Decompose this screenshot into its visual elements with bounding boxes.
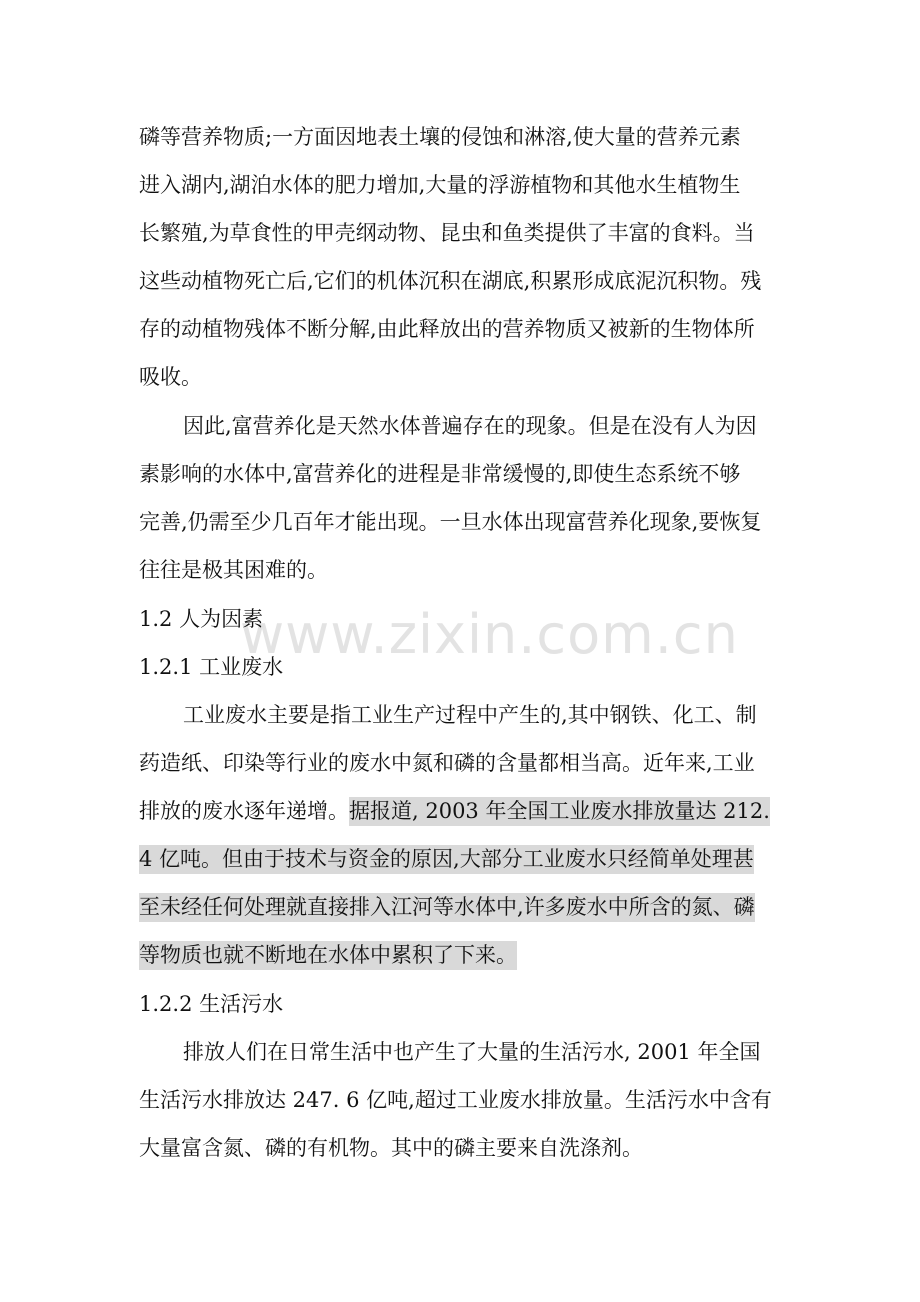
paragraph-line: 排放人们在日常生活中也产生了大量的生活污水, 2001 年全国 [183,1040,761,1064]
paragraph-line: 往往是极其困难的。 [139,558,328,582]
section-heading: 1.2 人为因素 [139,607,264,631]
paragraph-line: 长繁殖,为草食性的甲壳纲动物、昆虫和鱼类提供了丰富的食料。当 [139,221,755,245]
highlighted-text: 4 亿吨。但由于技术与资金的原因,大部分工业废水只经简单处理甚 [139,845,754,874]
watermark: www.zixin.com.cn [240,603,739,666]
paragraph-line [139,942,517,969]
plain-text: 排放的废水逐年递增。 [139,799,349,823]
highlighted-text: 至未经任何处理就直接排入江河等水体中,许多废水中所含的氮、磷 [139,893,755,922]
paragraph-line [139,894,755,921]
paragraph-line: 这些动植物死亡后,它们的机体沉积在湖底,积累形成底泥沉积物。残 [139,269,762,293]
paragraph-line [139,846,754,873]
paragraph-line: 工业废水主要是指工业生产过程中产生的,其中钢铁、化工、制 [183,703,757,727]
paragraph-line: 存的动植物残体不断分解,由此释放出的营养物质又被新的生物体所 [139,317,755,341]
highlighted-text: 等物质也就不断地在水体中累积了下来。 [139,941,517,970]
paragraph-line: 药造纸、印染等行业的废水中氮和磷的含量都相当高。近年来,工业 [139,751,755,775]
paragraph-line: 进入湖内,湖泊水体的肥力增加,大量的浮游植物和其他水生植物生 [139,173,741,197]
paragraph-line: 生活污水排放达 247. 6 亿吨,超过工业废水排放量。生活污水中含有 [139,1088,772,1112]
paragraph-line: 完善,仍需至少几百年才能出现。一旦水体出现富营养化现象,要恢复 [139,510,762,534]
paragraph-line: 磷等营养物质;一方面因地表土壤的侵蚀和淋溶,使大量的营养元素 [139,125,741,149]
paragraph-line [139,798,770,825]
paragraph-line: 吸收。 [139,365,202,389]
paragraph-line: 大量富含氮、磷的有机物。其中的磷主要来自洗涤剂。 [139,1136,643,1160]
paragraph-line: 素影响的水体中,富营养化的进程是非常缓慢的,即使生态系统不够 [139,462,741,486]
highlighted-text: 据报道, 2003 年全国工业废水排放量达 212. [349,797,770,826]
subsection-heading: 1.2.1 工业废水 [139,655,284,679]
paragraph-line: 因此,富营养化是天然水体普遍存在的现象。但是在没有人为因 [183,414,757,438]
subsection-heading: 1.2.2 生活污水 [139,992,284,1016]
